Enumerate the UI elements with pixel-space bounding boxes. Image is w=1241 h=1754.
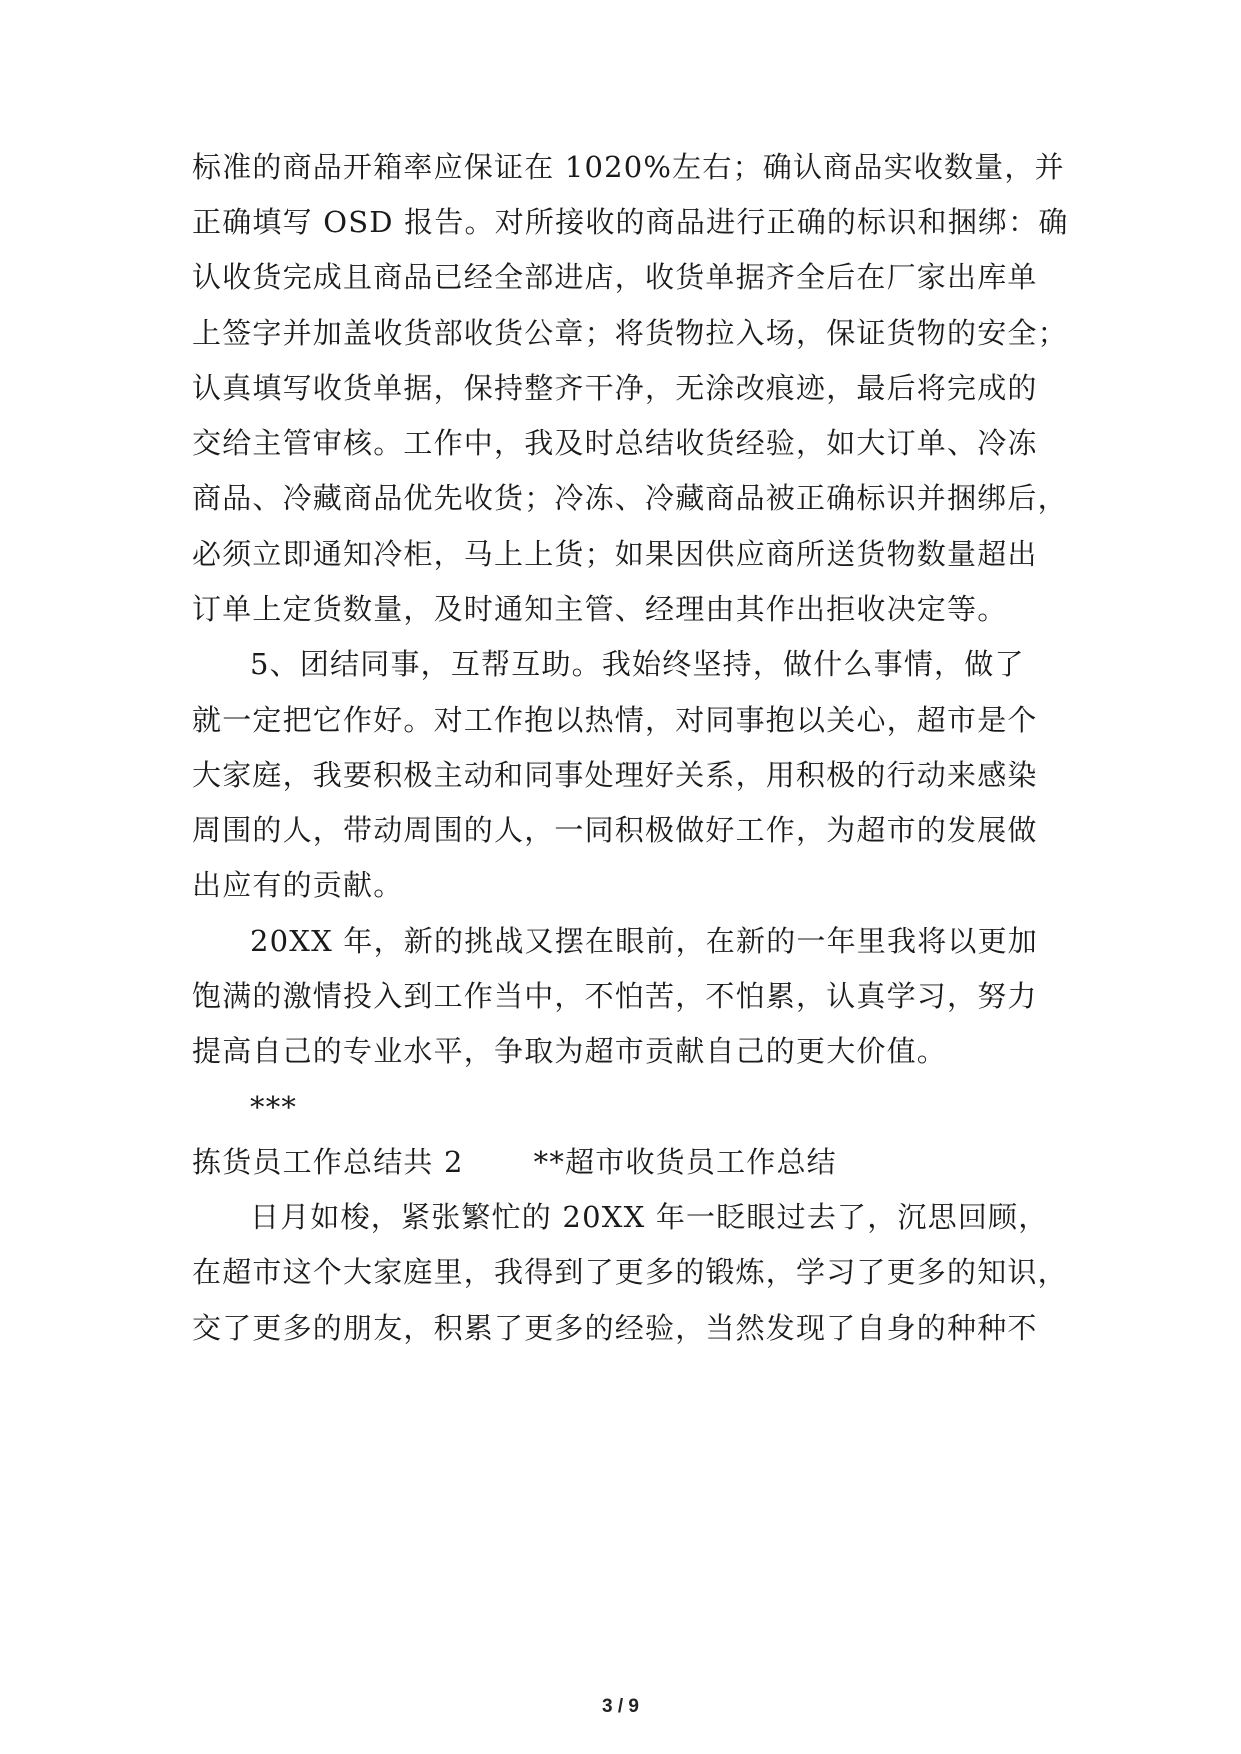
text-line: 上签字并加盖收货部收货公章；将货物拉入场，保证货物的安全；	[192, 316, 1068, 350]
text-line: 提高自己的专业水平，争取为超市贡献自己的更大价值。	[192, 1034, 948, 1068]
text-line: 出应有的贡献。	[192, 868, 404, 902]
text-line: 必须立即通知冷柜，马上上货；如果因供应商所送货物数量超出	[192, 537, 1038, 571]
text-line: 交了更多的朋友，积累了更多的经验，当然发现了自身的种种不	[192, 1311, 1038, 1345]
section-separator: ***	[250, 1090, 298, 1124]
text-line: 20XX 年，新的挑战又摆在眼前，在新的一年里我将以更加	[250, 924, 1039, 958]
heading-right: **超市收货员工作总结	[533, 1145, 837, 1179]
text-line: 在超市这个大家庭里，我得到了更多的锻炼，学习了更多的知识，	[192, 1255, 1068, 1289]
text-line: 周围的人，带动周围的人，一同积极做好工作，为超市的发展做	[192, 813, 1038, 847]
text-line: 订单上定货数量，及时通知主管、经理由其作出拒收决定等。	[192, 592, 1008, 626]
text-line: 认收货完成且商品已经全部进店，收货单据齐全后在厂家出库单	[192, 260, 1038, 294]
section-heading	[192, 1142, 837, 1182]
text-line: 商品、冷藏商品优先收货；冷冻、冷藏商品被正确标识并捆绑后，	[192, 481, 1068, 515]
page-number: 3 / 9	[602, 1696, 639, 1717]
text-line: 饱满的激情投入到工作当中，不怕苦，不怕累，认真学习，努力	[192, 979, 1038, 1013]
text-line: 交给主管审核。工作中，我及时总结收货经验，如大订单、冷冻	[192, 426, 1038, 460]
text-line: 正确填写 OSD 报告。对所接收的商品进行正确的标识和捆绑：确	[192, 205, 1069, 239]
text-line: 大家庭，我要积极主动和同事处理好关系，用积极的行动来感染	[192, 758, 1038, 792]
text-line: 日月如梭，紧张繁忙的 20XX 年一眨眼过去了，沉思回顾，	[250, 1200, 1049, 1234]
text-line: 认真填写收货单据，保持整齐干净，无涂改痕迹，最后将完成的	[192, 371, 1038, 405]
text-line: 标准的商品开箱率应保证在 1020%左右；确认商品实收数量，并	[192, 150, 1065, 184]
heading-left: 拣货员工作总结共 2	[192, 1145, 464, 1179]
text-line: 就一定把它作好。对工作抱以热情，对同事抱以关心，超市是个	[192, 703, 1038, 737]
text-line: 5、团结同事，互帮互助。我始终坚持，做什么事情，做了	[250, 647, 1025, 681]
